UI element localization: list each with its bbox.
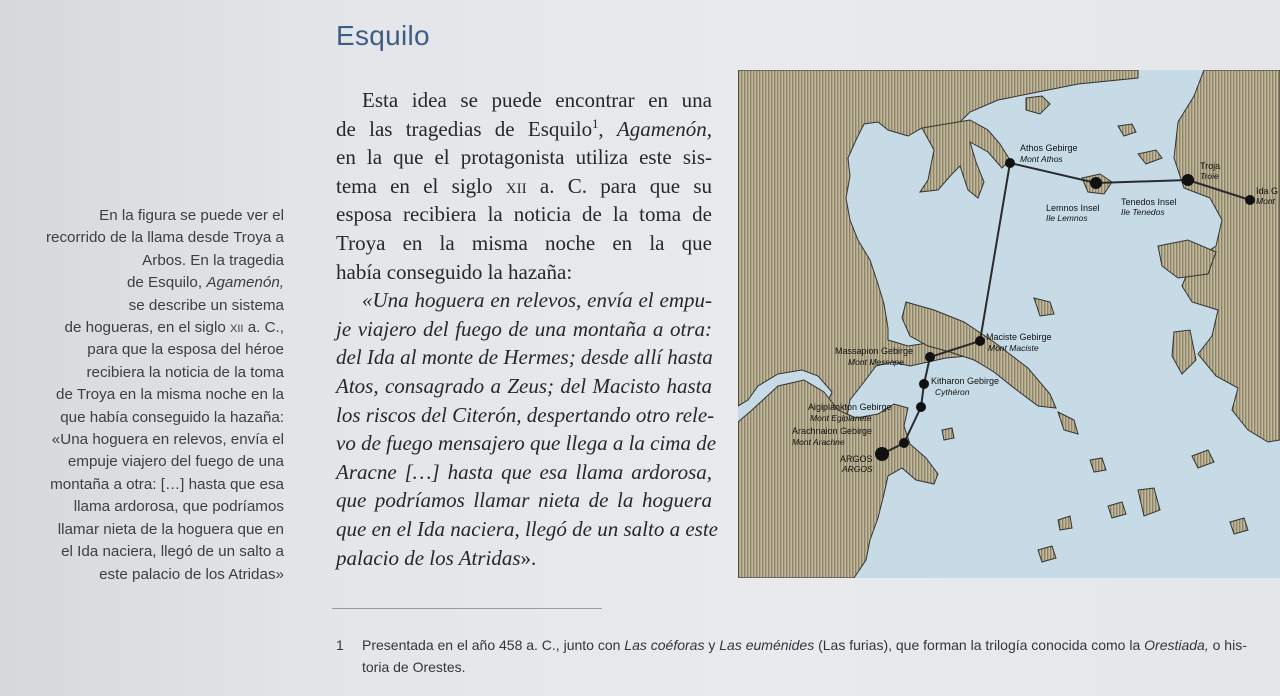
footnote-text-part: o his- bbox=[1208, 637, 1247, 653]
quote-line: que podríamos llamar nieta de la hoguera bbox=[336, 488, 712, 513]
margin-note-line: recibiera la noticia de la toma bbox=[86, 363, 284, 381]
label-ida: Ida G bbox=[1256, 186, 1279, 196]
label-arachnaion: Arachnaion Gebirge bbox=[792, 426, 873, 436]
label-maciste-alt: Mont Maciste bbox=[988, 343, 1039, 353]
margin-note-line: este palacio de los Atridas» bbox=[99, 565, 284, 583]
margin-note-text: a. C., bbox=[243, 319, 284, 337]
label-tenedos: Tenedos Insel bbox=[1121, 197, 1177, 207]
quote-line: «Una hoguera en relevos, envía el empu- bbox=[362, 288, 712, 313]
beacon-kitharon bbox=[919, 379, 929, 389]
beacon-aigiplankton bbox=[916, 402, 926, 412]
margin-note-line: que había conseguido la hazaña: bbox=[60, 408, 284, 426]
label-lemnos: Lemnos Insel bbox=[1046, 203, 1100, 213]
label-argos-alt: ARGOS bbox=[842, 464, 873, 474]
margin-note-line: En la figura se puede ver el bbox=[99, 207, 284, 224]
main-text bbox=[336, 86, 718, 572]
beacon-lemnos bbox=[1090, 177, 1102, 189]
beacon-arachnaion bbox=[899, 438, 909, 448]
body-line bbox=[336, 172, 712, 201]
label-aigiplankton: Aigiplankton Gebirge bbox=[808, 402, 892, 412]
body-line bbox=[336, 115, 712, 144]
footnote-text-part: (Las furias), que forman la trilogía conocida como la bbox=[814, 637, 1145, 653]
footnote-text-part: y bbox=[704, 637, 720, 653]
margin-note-line: para que la esposa del héroe bbox=[87, 341, 284, 359]
body-line: Troya en la misma noche en la que bbox=[336, 230, 712, 255]
play-title: Agamenón, bbox=[616, 116, 713, 141]
label-maciste: Maciste Gebirge bbox=[986, 332, 1052, 342]
margin-note-text: de Esquilo, bbox=[126, 274, 207, 292]
margin-note-line: «Una hoguera en relevos, envía el bbox=[51, 431, 284, 449]
beacon-maciste bbox=[975, 336, 985, 346]
margin-note-line: montaña a otra: […] hasta que esa bbox=[50, 475, 284, 493]
margin-note-line: empuje viajero del fuego de una bbox=[67, 453, 284, 471]
quote-line: je viajero del fuego de una montaña a otra: bbox=[336, 316, 712, 341]
label-lemnos-alt: Ile Lemnos bbox=[1046, 213, 1088, 223]
island-salamis bbox=[942, 428, 954, 440]
quote-line bbox=[336, 544, 712, 573]
footnote-line: toria de Orestes. bbox=[362, 659, 466, 675]
label-troja-alt: Troie bbox=[1200, 171, 1219, 181]
footnote-divider bbox=[332, 608, 602, 609]
margin-note bbox=[14, 205, 284, 586]
label-aigiplankton-alt: Mont Egiplanete bbox=[810, 413, 872, 423]
label-kitharon-alt: Cythéron bbox=[935, 387, 970, 397]
margin-note-line bbox=[14, 317, 284, 339]
quote-end: ». bbox=[520, 545, 537, 570]
beacon-route-map bbox=[738, 70, 1280, 578]
body-line: había conseguido la hazaña: bbox=[336, 259, 573, 284]
label-ida-alt: Mont bbox=[1256, 196, 1275, 206]
footnote-title: Orestiada, bbox=[1144, 637, 1209, 653]
quote-line: vo de fuego mensajero que llega a la cima de bbox=[336, 431, 717, 456]
margin-note-text: de hogueras, en el siglo bbox=[64, 319, 231, 337]
body-text: tema en el siglo bbox=[336, 173, 506, 198]
margin-note-line bbox=[14, 272, 284, 294]
beacon-argos bbox=[875, 447, 889, 461]
footnote-line bbox=[362, 634, 1262, 656]
label-massapion-alt: Mont Messape bbox=[848, 357, 904, 367]
label-arachnaion-alt: Mont Arachne bbox=[792, 437, 845, 447]
label-massapion: Massapion Gebirge bbox=[835, 346, 914, 356]
beacon-massapion bbox=[925, 352, 935, 362]
body-text: , bbox=[598, 116, 617, 141]
label-athos-alt: Mont Athos bbox=[1020, 154, 1063, 164]
footnote-number: 1 bbox=[336, 637, 344, 653]
footnote-title: Las euménides bbox=[719, 637, 815, 653]
quote-line: del Ida al monte de Hermes; desde allí hasta bbox=[336, 345, 713, 370]
quote-text: palacio de los Atridas bbox=[336, 545, 521, 570]
quote-line: Aracne […] hasta que esa llama ardorosa, bbox=[336, 459, 712, 484]
margin-note-century: xii bbox=[230, 319, 244, 337]
margin-note-line: Arbos. En la tragedia bbox=[142, 251, 284, 269]
margin-note-line: se describe un sistema bbox=[128, 296, 284, 314]
label-tenedos-alt: Ile Tenedos bbox=[1121, 207, 1165, 217]
footnote-title: Las coéforas bbox=[624, 637, 705, 653]
footnote-ref[interactable]: 1 bbox=[592, 116, 599, 131]
margin-note-line: llama ardorosa, que podríamos bbox=[73, 498, 284, 516]
label-athos: Athos Gebirge bbox=[1020, 143, 1078, 153]
beacon-troja bbox=[1182, 174, 1194, 186]
body-line: esposa recibiera la noticia de la toma de bbox=[336, 202, 712, 227]
margin-note-line: el Ida naciera, llegó de un salto a bbox=[61, 543, 284, 561]
body-text: de las tragedias de Esquilo bbox=[336, 116, 593, 141]
body-text: a. C. para que su bbox=[526, 173, 712, 198]
label-kitharon: Kitharon Gebirge bbox=[931, 376, 1000, 386]
beacon-ida bbox=[1245, 195, 1255, 205]
margin-note-line: llamar nieta de la hoguera que en bbox=[57, 520, 284, 538]
body-line: en la que el protagonista utiliza este sis- bbox=[336, 145, 712, 170]
beacon-athos bbox=[1005, 158, 1015, 168]
label-argos: ARGOS bbox=[840, 454, 873, 464]
map-svg bbox=[738, 70, 1280, 578]
quote-line: que en el Ida naciera, llegó de un salto a este bbox=[336, 516, 718, 541]
margin-note-play-title: Agamenón, bbox=[206, 274, 284, 292]
section-heading: Esquilo bbox=[336, 20, 430, 51]
quote-line: Atos, consagrado a Zeus; del Macisto hasta bbox=[336, 373, 712, 398]
quote-line: los riscos del Citerón, despertando otro rele- bbox=[336, 402, 715, 427]
label-troja: Troja bbox=[1200, 161, 1221, 171]
century: xii bbox=[505, 173, 527, 198]
body-line: Esta idea se puede encontrar en una bbox=[362, 88, 712, 112]
margin-note-line: de Troya en la misma noche en la bbox=[56, 386, 284, 404]
footnote-text bbox=[362, 634, 1262, 678]
margin-note-line: recorrido de la llama desde Troya a bbox=[45, 229, 284, 247]
footnote-text-part: Presentada en el año 458 a. C., junto con bbox=[362, 637, 625, 653]
